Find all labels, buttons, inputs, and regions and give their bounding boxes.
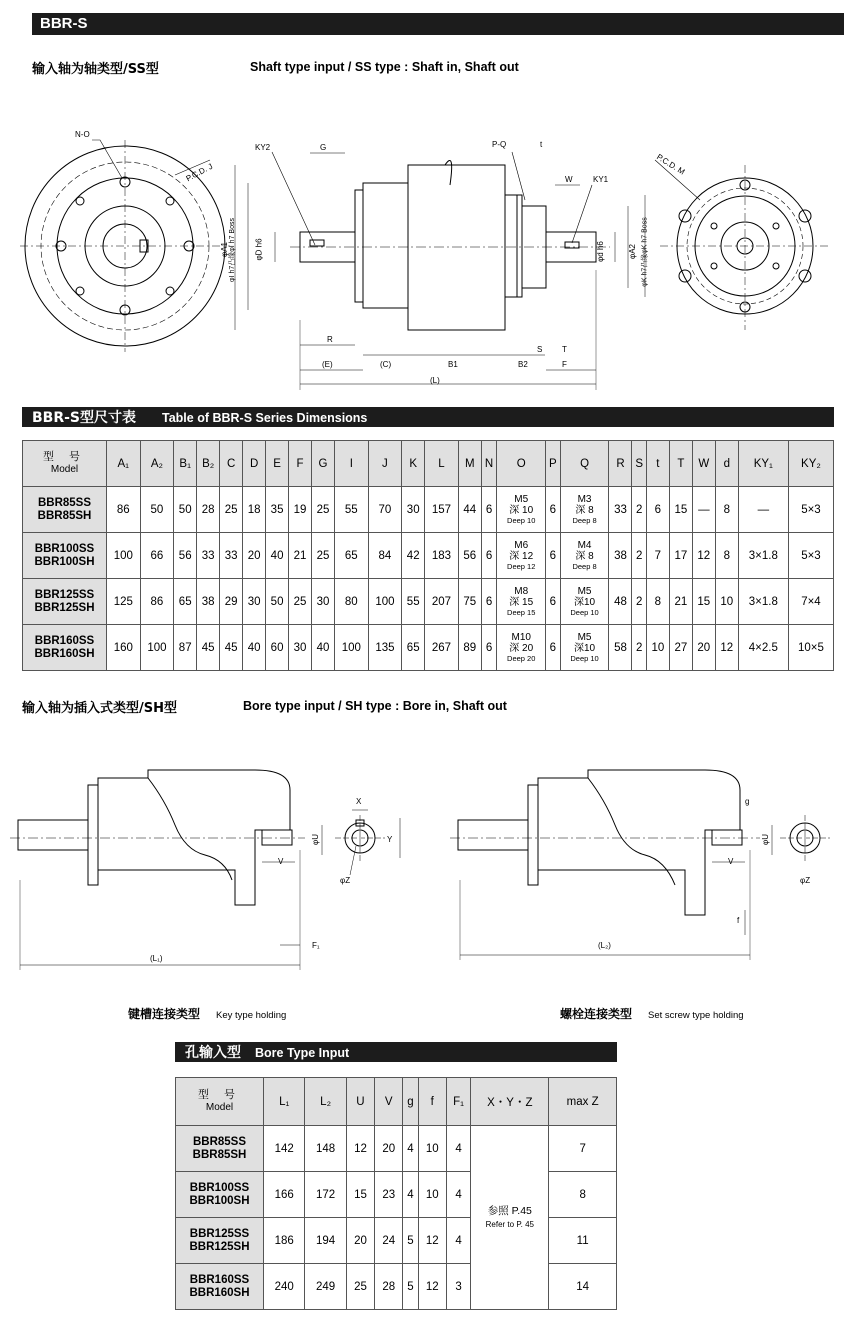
bore-cell: 15 (346, 1172, 374, 1218)
label-b1: B1 (448, 360, 458, 369)
caption-screw-type (560, 1005, 744, 1022)
label-pcd-j: P.C.D. J (184, 161, 215, 184)
dim-o-size: M5 (514, 494, 529, 505)
dim-cell: 65 (335, 533, 369, 579)
label-e: (E) (322, 360, 333, 369)
ss-title-en: Shaft type input / SS type : Shaft in, Shaft out (250, 60, 519, 74)
dim-q-depth-cn: 深 8 (575, 505, 594, 516)
dim-cell: 87 (174, 625, 197, 671)
bore-col-1: L₂ (305, 1078, 346, 1126)
dim-cell: 58 (609, 625, 632, 671)
bore-cell-maxz: 8 (549, 1172, 617, 1218)
model-header (23, 441, 107, 487)
bore-cell: 148 (305, 1126, 346, 1172)
dim-cell: 125 (107, 579, 141, 625)
dim-o (497, 579, 546, 625)
model-ss: BBR125SS (34, 588, 95, 601)
dim-q-size: M3 (577, 494, 592, 505)
dim-q-depth-en: Deep 10 (570, 608, 599, 617)
dim-col-20: t (646, 441, 669, 487)
dim-q (560, 487, 609, 533)
dim-q-size: M4 (577, 540, 592, 551)
dim-cell: 70 (368, 487, 402, 533)
dim-cell: 86 (140, 579, 174, 625)
dim-cell-p: 6 (546, 487, 560, 533)
dim-cell: 21 (289, 533, 312, 579)
dim-cell: 30 (289, 625, 312, 671)
dim-o-depth-cn: 深 20 (509, 643, 534, 654)
dim-cell: 19 (289, 487, 312, 533)
label-dh6-out: φd h6 (595, 241, 605, 262)
dim-cell: 6 (481, 625, 497, 671)
bore-cell: 24 (375, 1218, 403, 1264)
bore-col-8: max Z (549, 1078, 617, 1126)
dim-cell: 38 (197, 579, 220, 625)
dim-table-row (23, 533, 834, 579)
dim-o (497, 487, 546, 533)
bore-col-7: X・Y・Z (471, 1078, 549, 1126)
dim-o-depth-cn: 深 15 (509, 597, 534, 608)
dim-o (497, 625, 546, 671)
dimensions-title-en: Table of BBR-S Series Dimensions (162, 411, 368, 425)
dim-cell: 50 (266, 579, 289, 625)
dim-col-8: G (312, 441, 335, 487)
dim-col-13: M (458, 441, 481, 487)
caption-key-cn: 键槽连接类型 (128, 1007, 201, 1021)
dim-col-22: W (692, 441, 715, 487)
dim-cell: 15 (669, 487, 692, 533)
bore-col-5: f (418, 1078, 446, 1126)
model-sh: BBR125SH (189, 1240, 250, 1253)
dim-col-6: E (266, 441, 289, 487)
bore-cell: 194 (305, 1218, 346, 1264)
dim-cell: 40 (312, 625, 335, 671)
model-cell (176, 1264, 264, 1310)
label-c: (C) (380, 360, 392, 369)
dim-q (560, 533, 609, 579)
bore-col-6: F₁ (446, 1078, 470, 1126)
dim-cell: 6 (481, 579, 497, 625)
model-label-en: Model (205, 1102, 234, 1113)
dim-cell: 157 (425, 487, 459, 533)
dim-cell: 100 (335, 625, 369, 671)
dim-cell: 18 (243, 487, 266, 533)
bore-cell: 10 (418, 1126, 446, 1172)
dim-o-depth-en: Deep 12 (507, 562, 536, 571)
model-cell (176, 1126, 264, 1172)
dim-cell: 21 (669, 579, 692, 625)
dim-cell: 2 (632, 533, 646, 579)
dim-q-depth-en: Deep 8 (572, 516, 597, 525)
xyz-reference (471, 1126, 549, 1310)
label-pcd-m: P.C.D. M (655, 152, 687, 177)
bore-cell: 12 (418, 1218, 446, 1264)
dim-o-size: M6 (514, 540, 529, 551)
dim-cell: 160 (107, 625, 141, 671)
model-sh: BBR85SH (37, 509, 92, 522)
xyz-ref-en: Refer to P. 45 (485, 1219, 534, 1229)
dimensions-section-bar (22, 407, 834, 427)
label-b2: B2 (518, 360, 528, 369)
dim-cell: 100 (140, 625, 174, 671)
model-ss: BBR160SS (34, 634, 95, 647)
bore-col-2: U (346, 1078, 374, 1126)
dim-col-2: B₁ (174, 441, 197, 487)
bore-cell: 3 (446, 1264, 470, 1310)
dim-col-0: A₁ (107, 441, 141, 487)
dim-q-size: M5 (577, 632, 592, 643)
label-t-small: t (540, 140, 543, 149)
dim-cell: 135 (368, 625, 402, 671)
bore-cell: 166 (264, 1172, 305, 1218)
dim-cell: 7×4 (788, 579, 833, 625)
dim-q-size: M5 (577, 586, 592, 597)
bore-cell: 4 (446, 1126, 470, 1172)
dim-col-14: N (481, 441, 497, 487)
sh-title-cn: 输入轴为插入式类型/SH型 (22, 701, 177, 716)
dim-cell: 25 (220, 487, 243, 533)
dim-cell: 40 (266, 533, 289, 579)
label-s: S (537, 345, 543, 354)
dim-cell: 55 (402, 579, 425, 625)
model-sh: BBR125SH (34, 601, 95, 614)
bore-cell: 12 (346, 1126, 374, 1172)
dim-cell: 30 (243, 579, 266, 625)
dim-cell: 27 (669, 625, 692, 671)
dim-cell: 50 (174, 487, 197, 533)
dim-cell: 30 (402, 487, 425, 533)
model-header (176, 1078, 264, 1126)
bore-cell: 5 (403, 1264, 418, 1310)
sh-label-g: g (745, 797, 750, 806)
dim-col-10: J (368, 441, 402, 487)
bore-cell: 20 (346, 1218, 374, 1264)
dim-cell: 33 (197, 533, 220, 579)
label-t: T (562, 345, 567, 354)
dim-cell: 28 (197, 487, 220, 533)
dim-col-15: O (497, 441, 546, 487)
bore-col-4: g (403, 1078, 418, 1126)
dim-cell: 89 (458, 625, 481, 671)
bore-table (175, 1077, 617, 1310)
bore-title-cn: 孔输入型 (185, 1045, 241, 1061)
dim-q-depth-cn: 深10 (573, 643, 596, 654)
bore-table-row (176, 1172, 617, 1218)
dim-cell: 10×5 (788, 625, 833, 671)
dim-table-row (23, 625, 834, 671)
dim-cell: 5×3 (788, 487, 833, 533)
bore-cell: 4 (403, 1126, 418, 1172)
sh-label-l1: (L₁) (150, 954, 163, 963)
xyz-ref-cn: 参照 P.45 (487, 1204, 532, 1217)
model-ss: BBR85SS (37, 496, 92, 509)
model-sh: BBR100SH (34, 555, 95, 568)
bore-cell: 23 (375, 1172, 403, 1218)
bore-col-3: V (375, 1078, 403, 1126)
model-label-cn: 型 号 (42, 451, 87, 463)
dim-col-25: KY₂ (788, 441, 833, 487)
label-ky2: KY2 (255, 143, 271, 152)
dim-col-17: Q (560, 441, 609, 487)
sh-label-z-left: φZ (340, 876, 351, 885)
dim-cell: 56 (174, 533, 197, 579)
bore-cell-maxz: 7 (549, 1126, 617, 1172)
dim-col-7: F (289, 441, 312, 487)
dim-o-size: M10 (511, 632, 531, 643)
dim-o-size: M8 (514, 586, 529, 597)
bore-cell: 186 (264, 1218, 305, 1264)
bore-cell: 28 (375, 1264, 403, 1310)
dim-cell: 6 (481, 533, 497, 579)
sh-label-l2: (L₂) (598, 941, 611, 950)
dim-cell: 48 (609, 579, 632, 625)
dim-o-depth-cn: 深 10 (509, 505, 534, 516)
dim-o-depth-cn: 深 12 (509, 551, 534, 562)
label-l: (L) (430, 376, 440, 385)
dim-q-depth-en: Deep 8 (572, 562, 597, 571)
label-pq: P-Q (492, 140, 507, 149)
dim-cell: 7 (646, 533, 669, 579)
dim-cell: 12 (715, 625, 738, 671)
dim-col-19: S (632, 441, 646, 487)
dim-cell: 20 (243, 533, 266, 579)
bore-cell: 249 (305, 1264, 346, 1310)
bore-cell: 10 (418, 1172, 446, 1218)
sh-label-z-right: φZ (800, 876, 811, 885)
dim-o-depth-en: Deep 10 (507, 516, 536, 525)
bore-cell: 20 (375, 1126, 403, 1172)
dim-cell: 100 (368, 579, 402, 625)
dim-col-1: A₂ (140, 441, 174, 487)
label-r: R (327, 335, 333, 344)
bore-cell: 142 (264, 1126, 305, 1172)
model-label-en: Model (50, 464, 79, 475)
model-ss: BBR160SS (189, 1273, 250, 1286)
dim-cell-p: 6 (546, 625, 560, 671)
dim-cell: 42 (402, 533, 425, 579)
sh-label-f: f (737, 916, 740, 925)
dim-cell: 65 (174, 579, 197, 625)
dim-col-3: B₂ (197, 441, 220, 487)
dim-o-depth-en: Deep 15 (507, 608, 536, 617)
bore-cell: 4 (446, 1172, 470, 1218)
dim-cell: 33 (220, 533, 243, 579)
dim-cell: 8 (646, 579, 669, 625)
dim-cell: 38 (609, 533, 632, 579)
bore-cell-maxz: 11 (549, 1218, 617, 1264)
dim-col-21: T (669, 441, 692, 487)
dim-cell: 3×1.8 (738, 533, 788, 579)
model-cell (23, 579, 107, 625)
dim-cell: 80 (335, 579, 369, 625)
dim-cell: 2 (632, 487, 646, 533)
model-ss: BBR100SS (189, 1181, 250, 1194)
dim-cell: 10 (715, 579, 738, 625)
dim-cell: 56 (458, 533, 481, 579)
label-no: N-O (75, 130, 90, 139)
model-sh: BBR100SH (189, 1194, 250, 1207)
dim-cell: 55 (335, 487, 369, 533)
model-sh: BBR160SH (34, 647, 95, 660)
dim-cell: 45 (197, 625, 220, 671)
dim-cell: 100 (107, 533, 141, 579)
dim-cell: — (692, 487, 715, 533)
bore-table-row (176, 1126, 617, 1172)
label-dh6: φD h6 (254, 238, 264, 261)
dim-cell-p: 6 (546, 579, 560, 625)
dim-col-23: d (715, 441, 738, 487)
dim-col-5: D (243, 441, 266, 487)
sh-label-u-right: φU (760, 834, 770, 845)
caption-key-type (128, 1005, 286, 1022)
dim-cell: 75 (458, 579, 481, 625)
bore-cell: 5 (403, 1218, 418, 1264)
caption-screw-en: Set screw type holding (648, 1010, 744, 1021)
bore-cell: 25 (346, 1264, 374, 1310)
dim-o-depth-en: Deep 20 (507, 654, 536, 663)
bore-cell: 12 (418, 1264, 446, 1310)
dim-q-depth-en: Deep 10 (570, 654, 599, 663)
sh-label-y: Y (387, 835, 393, 844)
page-title: BBR-S (40, 15, 88, 32)
model-ss: BBR100SS (34, 542, 95, 555)
bore-cell: 240 (264, 1264, 305, 1310)
label-f: F (562, 360, 567, 369)
dimensions-table (22, 440, 834, 671)
dimensions-title-cn: BBR-S型尺寸表 (32, 410, 137, 426)
dim-cell: 5×3 (788, 533, 833, 579)
dim-cell: 65 (402, 625, 425, 671)
dim-table-row (23, 579, 834, 625)
label-boss1: φI h7凸缘φI h7 Boss (228, 218, 236, 282)
bore-cell: 172 (305, 1172, 346, 1218)
model-ss: BBR125SS (189, 1227, 250, 1240)
label-a2: φA2 (627, 244, 637, 259)
model-cell (23, 533, 107, 579)
model-cell (176, 1218, 264, 1264)
dim-cell: 86 (107, 487, 141, 533)
label-a1: φA1 (219, 242, 229, 257)
dim-col-12: L (425, 441, 459, 487)
dim-cell: 4×2.5 (738, 625, 788, 671)
dim-q (560, 625, 609, 671)
bore-cell: 4 (403, 1172, 418, 1218)
dim-cell: 10 (646, 625, 669, 671)
bore-section-bar (175, 1042, 617, 1062)
bore-table-row (176, 1264, 617, 1310)
dim-cell: 45 (220, 625, 243, 671)
sh-label-x: X (356, 797, 362, 806)
dim-cell: 2 (632, 579, 646, 625)
dim-cell: 20 (692, 625, 715, 671)
caption-screw-cn: 螺栓连接类型 (560, 1007, 633, 1021)
dim-cell: 12 (692, 533, 715, 579)
dim-cell: 25 (312, 533, 335, 579)
dim-col-4: C (220, 441, 243, 487)
dim-cell: 29 (220, 579, 243, 625)
bore-col-0: L₁ (264, 1078, 305, 1126)
dim-cell: 6 (646, 487, 669, 533)
dim-cell: 50 (140, 487, 174, 533)
ss-title-cn: 输入轴为轴类型/SS型 (32, 62, 159, 77)
model-label-cn: 型 号 (197, 1089, 242, 1101)
dim-cell: 183 (425, 533, 459, 579)
sh-title-en: Bore type input / SH type : Bore in, Shaft out (243, 699, 507, 713)
dim-cell: 25 (289, 579, 312, 625)
dim-cell: 15 (692, 579, 715, 625)
bore-table-row (176, 1218, 617, 1264)
dim-cell: 8 (715, 533, 738, 579)
dim-cell: 40 (243, 625, 266, 671)
label-boss2: φK h7凸缘φK h7 Boss (641, 217, 649, 287)
dim-cell: 25 (312, 487, 335, 533)
dim-cell: 8 (715, 487, 738, 533)
dim-col-18: R (609, 441, 632, 487)
dim-o (497, 533, 546, 579)
label-w: W (565, 175, 573, 184)
bore-cell: 4 (446, 1218, 470, 1264)
dim-cell: 207 (425, 579, 459, 625)
dim-table-row (23, 487, 834, 533)
model-sh: BBR160SH (189, 1286, 250, 1299)
dim-cell: 17 (669, 533, 692, 579)
model-sh: BBR85SH (192, 1148, 247, 1161)
dim-cell: 2 (632, 625, 646, 671)
bore-cell-maxz: 14 (549, 1264, 617, 1310)
dim-cell: 33 (609, 487, 632, 533)
dim-cell: 6 (481, 487, 497, 533)
dim-cell: 35 (266, 487, 289, 533)
caption-key-en: Key type holding (216, 1010, 287, 1021)
sh-label-f1: F₁ (312, 941, 320, 950)
dim-q-depth-cn: 深 8 (575, 551, 594, 562)
dim-q-depth-cn: 深10 (573, 597, 596, 608)
label-ky1: KY1 (593, 175, 609, 184)
model-ss: BBR85SS (192, 1135, 247, 1148)
dim-cell: 30 (312, 579, 335, 625)
dim-col-9: I (335, 441, 369, 487)
sh-label-u-left: φU (310, 834, 320, 845)
sh-label-v-right: V (728, 857, 734, 866)
bore-title-en: Bore Type Input (255, 1046, 350, 1060)
dim-col-24: KY₁ (738, 441, 788, 487)
sh-label-v-left: V (278, 857, 284, 866)
ss-drawing (0, 0, 860, 400)
dim-cell-p: 6 (546, 533, 560, 579)
model-cell (176, 1172, 264, 1218)
dim-col-16: P (546, 441, 560, 487)
dim-cell: 44 (458, 487, 481, 533)
dim-cell: 267 (425, 625, 459, 671)
dim-col-11: K (402, 441, 425, 487)
dim-cell: 84 (368, 533, 402, 579)
dim-cell: 66 (140, 533, 174, 579)
dim-cell: 3×1.8 (738, 579, 788, 625)
dim-q (560, 579, 609, 625)
label-g: G (320, 143, 327, 152)
model-cell (23, 487, 107, 533)
dim-cell: 60 (266, 625, 289, 671)
dim-cell: — (738, 487, 788, 533)
model-cell (23, 625, 107, 671)
